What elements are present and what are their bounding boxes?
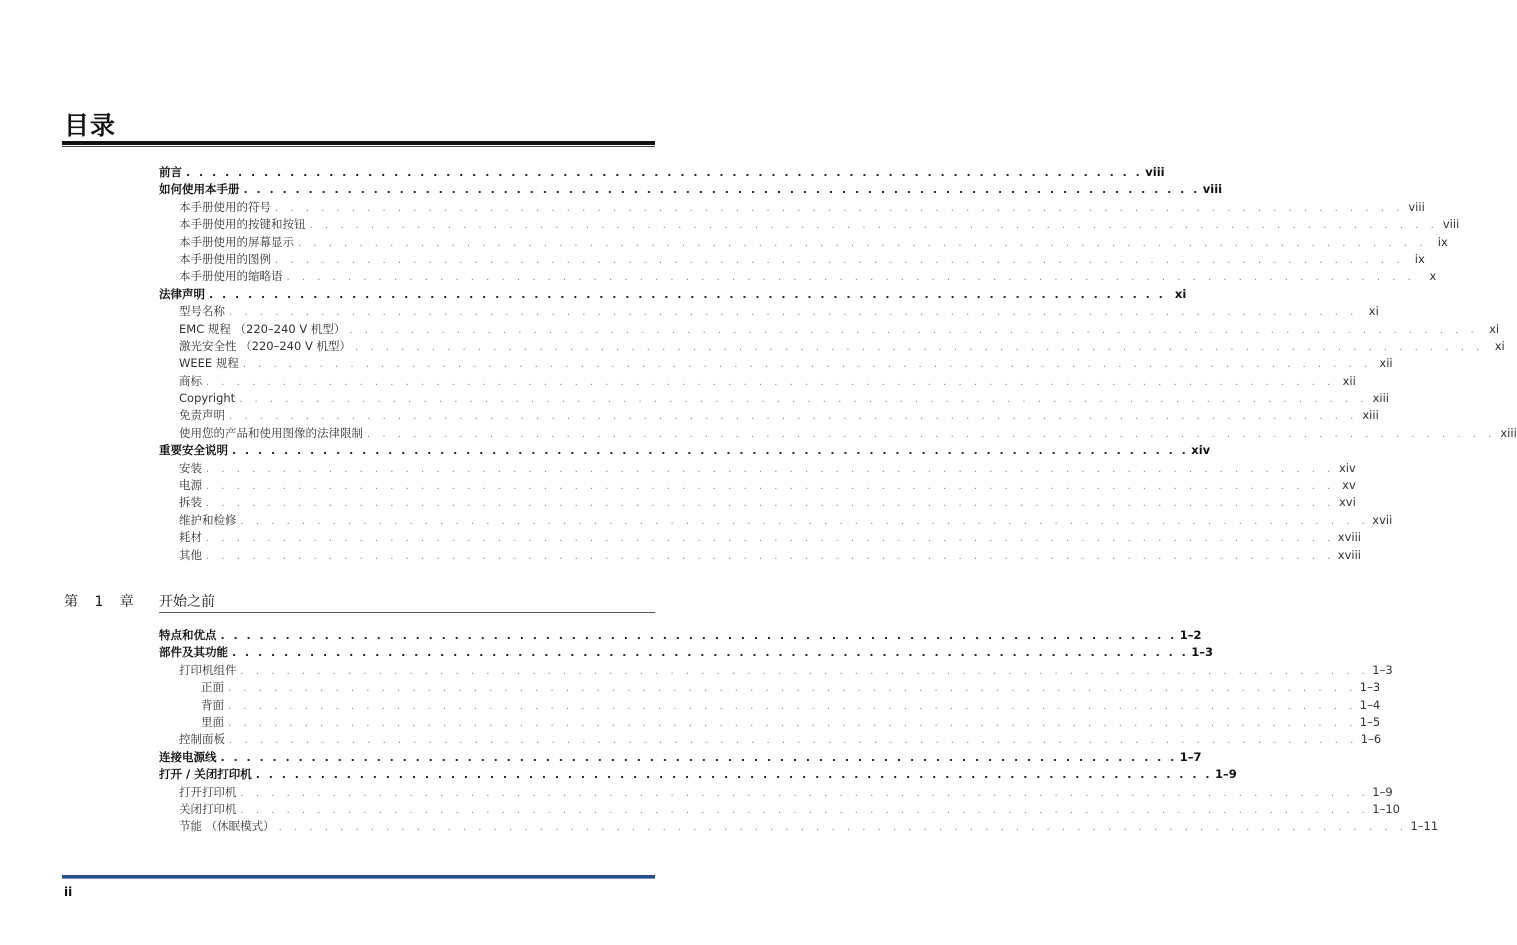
toc-entry-page: xvii [1372,512,1393,527]
toc-entry-label: 使用您的产品和使用图像的法律限制 [179,425,363,440]
toc-entry[interactable] [159,662,1393,679]
toc-entry-page: xiv [1191,443,1211,458]
toc-entry[interactable] [159,627,1202,644]
toc-entry-page: xiv [1338,460,1356,475]
dot-leader: . . . . . . . . . . . . . . . . . . . . . . . . . . . . . . . . . . . . . . . . . . . . . . . . . . . . . . . . . . . . . . . . . . . . . . . . . . [242,359,1372,371]
toc-entry-page: 1–4 [1359,697,1381,712]
toc-entry[interactable] [159,425,1517,442]
toc-entry[interactable] [159,731,1382,748]
toc-entry-label: 打开打印机 [179,784,237,799]
toc-entry-label: 其他 [179,547,202,562]
dot-leader: . . . . . . . . . . . . . . . . . . . . . . . . . . . . . . . . . . . . . . . . . . . . . . . . . . . . . . . . . . . . . . . . . . . . . . . . . . [367,428,1496,440]
dot-leader: . . . . . . . . . . . . . . . . . . . . . . . . . . . . . . . . . . . . . . . . . . . . . . . . . . . . . . . . . . . . . . . . . . . . . . . . . . [243,183,1200,197]
dot-leader: . . . . . . . . . . . . . . . . . . . . . . . . . . . . . . . . . . . . . . . . . . . . . . . . . . . . . . . . . . . . . . . . . . . . . . . . . . [186,166,1143,179]
toc-entry-label: 里面 [201,714,224,729]
dot-leader: . . . . . . . . . . . . . . . . . . . . . . . . . . . . . . . . . . . . . . . . . . . . . . . . . . . . . . . . . . . . . . . . . . . . . . . . . . [354,341,1484,353]
toc-entry-page: xv [1342,478,1356,493]
toc-entry-label: 打印机组件 [179,662,237,677]
toc-entry-label: WEEE 规程 [179,356,239,371]
dot-leader: . . . . . . . . . . . . . . . . . . . . . . . . . . . . . . . . . . . . . . . . . . . . . . . . . . . . . . . . . . . . . . . . . . . . . . . . . . [228,700,1357,712]
toc-entry-label: 拆装 [179,495,202,510]
toc-entry-label: 本手册使用的按键和按钮 [179,217,306,232]
toc-entry-label: 前言 [159,165,182,179]
dot-leader: . . . . . . . . . . . . . . . . . . . . . . . . . . . . . . . . . . . . . . . . . . . . . . . . . . . . . . . . . . . . . . . . . . . . . . . . . . [349,324,1479,336]
dot-leader: . . . . . . . . . . . . . . . . . . . . . . . . . . . . . . . . . . . . . . . . . . . . . . . . . . . . . . . . . . . . . . . . . . . . . . . . . . [229,735,1358,747]
toc-entry[interactable] [159,714,1381,731]
dot-leader: . . . . . . . . . . . . . . . . . . . . . . . . . . . . . . . . . . . . . . . . . . . . . . . . . . . . . . . . . . . . . . . . . . . . . . . . . . [255,768,1213,782]
dot-leader: . . . . . . . . . . . . . . . . . . . . . . . . . . . . . . . . . . . . . . . . . . . . . . . . . . . . . . . . . . . . . . . . . . . . . . . . . . [220,629,1177,642]
toc-entry-label: 法律声明 [159,286,205,301]
toc-entry-label: 节能 （休眠模式） [179,819,275,834]
toc-entry[interactable] [159,407,1379,424]
toc-entry-page: 1–3 [1372,662,1393,677]
toc-entry-label: 本手册使用的屏幕显示 [179,234,294,249]
toc-entry[interactable] [159,547,1361,564]
toc-entry[interactable] [159,181,1223,198]
dot-leader: . . . . . . . . . . . . . . . . . . . . . . . . . . . . . . . . . . . . . . . . . . . . . . . . . . . . . . . . . . . . . . . . . . . . . . . . . . [275,254,1404,266]
toc-entry-label: 如何使用本手册 [159,182,240,197]
dot-leader: . . . . . . . . . . . . . . . . . . . . . . . . . . . . . . . . . . . . . . . . . . . . . . . . . . . . . . . . . . . . . . . . . . . . . . . . . . [240,804,1370,816]
toc-entry-label: 背面 [201,697,224,712]
toc-entry-label: 本手册使用的缩略语 [179,269,283,284]
footer-rule-thin [62,878,655,879]
title-rule [62,141,655,145]
dot-leader: . . . . . . . . . . . . . . . . . . . . . . . . . . . . . . . . . . . . . . . . . . . . . . . . . . . . . . . . . . . . . . . . . . . . . . . . . . [209,287,1166,301]
toc-entry[interactable] [159,286,1187,303]
chapter-heading [64,591,655,613]
toc-entry[interactable] [159,303,1379,320]
dot-leader: . . . . . . . . . . . . . . . . . . . . . . . . . . . . . . . . . . . . . . . . . . . . . . . . . . . . . . . . . . . . . . . . . . . . . . . . . . [206,463,1335,475]
dot-leader: . . . . . . . . . . . . . . . . . . . . . . . . . . . . . . . . . . . . . . . . . . . . . . . . . . . . . . . . . . . . . . . . . . . . . . . . . . [239,394,1368,406]
toc-entry-label: Copyright [179,391,236,406]
chapter-number: 第 1 章 [64,594,140,610]
toc-entry-page: xviii [1337,530,1361,545]
toc-entry-page: viii [1442,217,1460,232]
toc-entry-page: xvi [1338,495,1356,510]
toc-chapter-1 [159,627,1439,836]
toc-entry-label: 商标 [179,373,202,388]
page-folio: ii [64,885,73,899]
dot-leader: . . . . . . . . . . . . . . . . . . . . . . . . . . . . . . . . . . . . . . . . . . . . . . . . . . . . . . . . . . . . . . . . . . . . . . . . . . [206,481,1335,493]
toc-entry[interactable] [159,818,1439,835]
dot-leader: . . . . . . . . . . . . . . . . . . . . . . . . . . . . . . . . . . . . . . . . . . . . . . . . . . . . . . . . . . . . . . . . . . . . . . . . . . [240,515,1370,527]
toc-entry-page: viii [1202,182,1223,197]
toc-entry[interactable] [159,251,1425,268]
toc-entry[interactable] [159,390,1389,407]
dot-leader: . . . . . . . . . . . . . . . . . . . . . . . . . . . . . . . . . . . . . . . . . . . . . . . . . . . . . . . . . . . . . . . . . . . . . . . . . . [206,376,1335,388]
dot-leader: . . . . . . . . . . . . . . . . . . . . . . . . . . . . . . . . . . . . . . . . . . . . . . . . . . . . . . . . . . . . . . . . . . . . . . . . . . [278,822,1408,834]
toc-entry-label: 连接电源线 [159,749,217,764]
toc-entry[interactable] [159,784,1393,801]
toc-entry-page: xviii [1337,547,1361,562]
toc-entry-label: 打开 / 关闭打印机 [159,767,252,782]
toc-entry-label: 重要安全说明 [159,443,228,458]
dot-leader: . . . . . . . . . . . . . . . . . . . . . . . . . . . . . . . . . . . . . . . . . . . . . . . . . . . . . . . . . . . . . . . . . . . . . . . . . . [228,683,1357,695]
toc-entry-page: ix [1437,234,1448,249]
toc-entry[interactable] [159,697,1381,714]
dot-leader: . . . . . . . . . . . . . . . . . . . . . . . . . . . . . . . . . . . . . . . . . . . . . . . . . . . . . . . . . . . . . . . . . . . . . . . . . . [286,272,1416,284]
toc-entry-page: 1–2 [1179,628,1202,642]
toc-entry-page: xi [1174,286,1187,301]
toc-entry-page: xii [1342,373,1356,388]
toc-entry[interactable] [159,766,1237,783]
toc-entry[interactable] [159,268,1437,285]
chapter-title: 开始之前 [159,594,215,610]
toc-entry[interactable] [159,338,1505,355]
toc-entry-label: 耗材 [179,530,202,545]
toc-entry-page: 1–5 [1359,714,1381,729]
dot-leader: . . . . . . . . . . . . . . . . . . . . . . . . . . . . . . . . . . . . . . . . . . . . . . . . . . . . . . . . . . . . . . . . . . . . . . . . . . [275,202,1404,214]
chapter-rule [159,612,655,613]
dot-leader: . . . . . . . . . . . . . . . . . . . . . . . . . . . . . . . . . . . . . . . . . . . . . . . . . . . . . . . . . . . . . . . . . . . . . . . . . . [309,220,1439,232]
title-rule-thin [62,146,655,147]
dot-leader: . . . . . . . . . . . . . . . . . . . . . . . . . . . . . . . . . . . . . . . . . . . . . . . . . . . . . . . . . . . . . . . . . . . . . . . . . . [229,411,1358,423]
dot-leader: . . . . . . . . . . . . . . . . . . . . . . . . . . . . . . . . . . . . . . . . . . . . . . . . . . . . . . . . . . . . . . . . . . . . . . . . . . [206,533,1335,545]
toc-entry-page: 1–9 [1372,784,1393,799]
dot-leader: . . . . . . . . . . . . . . . . . . . . . . . . . . . . . . . . . . . . . . . . . . . . . . . . . . . . . . . . . . . . . . . . . . . . . . . . . . [228,717,1357,729]
toc-entry-page: xi [1489,321,1500,336]
toc-entry[interactable] [159,477,1356,494]
toc-entry[interactable] [159,234,1448,251]
toc-entry[interactable] [159,749,1202,766]
toc-entry[interactable] [159,460,1356,477]
dot-leader: . . . . . . . . . . . . . . . . . . . . . . . . . . . . . . . . . . . . . . . . . . . . . . . . . . . . . . . . . . . . . . . . . . . . . . . . . . [298,237,1427,249]
toc-entry[interactable] [159,801,1400,818]
toc-entry-label: EMC 规程 （220–240 V 机型） [179,321,346,336]
toc-entry-label: 本手册使用的图例 [179,251,271,266]
toc-entry-page: 1–3 [1191,645,1214,660]
toc-entry[interactable] [159,355,1393,372]
toc-entry-page: xiii [1500,425,1517,440]
toc-entry-page: ix [1414,251,1425,266]
toc-entry-page: 1–10 [1372,801,1400,816]
toc-entry-page: viii [1408,199,1425,214]
toc-entry-page: xi [1368,304,1379,319]
toc-front-matter [159,164,1517,564]
toc-entry[interactable] [159,164,1165,181]
dot-leader: . . . . . . . . . . . . . . . . . . . . . . . . . . . . . . . . . . . . . . . . . . . . . . . . . . . . . . . . . . . . . . . . . . . . . . . . . . [206,550,1335,562]
toc-entry[interactable] [159,321,1500,338]
toc-entry[interactable] [159,216,1460,233]
toc-entry-page: xii [1379,356,1393,371]
dot-leader: . . . . . . . . . . . . . . . . . . . . . . . . . . . . . . . . . . . . . . . . . . . . . . . . . . . . . . . . . . . . . . . . . . . . . . . . . . [232,646,1189,660]
toc-entry-page: 1–11 [1410,819,1439,834]
page-title: 目录 [64,111,117,140]
toc-entry-page: 1–6 [1360,732,1382,747]
toc-entry-label: 关闭打印机 [179,801,237,816]
toc-entry-page: 1–3 [1359,680,1381,695]
toc-entry-label: 维护和检修 [179,512,237,527]
toc-entry[interactable] [159,494,1356,511]
toc-entry-label: 电源 [179,478,202,493]
toc-entry-page: viii [1145,165,1165,179]
toc-entry-page: xi [1494,338,1505,353]
dot-leader: . . . . . . . . . . . . . . . . . . . . . . . . . . . . . . . . . . . . . . . . . . . . . . . . . . . . . . . . . . . . . . . . . . . . . . . . . . [229,307,1358,319]
toc-entry-page: x [1429,269,1437,284]
toc-entry-label: 安装 [179,460,202,475]
dot-leader: . . . . . . . . . . . . . . . . . . . . . . . . . . . . . . . . . . . . . . . . . . . . . . . . . . . . . . . . . . . . . . . . . . . . . . . . . . [240,665,1370,677]
toc-entry-page: xiii [1372,391,1389,406]
toc-entry-page: 1–9 [1215,767,1237,782]
toc-entry[interactable] [159,644,1214,661]
dot-leader: . . . . . . . . . . . . . . . . . . . . . . . . . . . . . . . . . . . . . . . . . . . . . . . . . . . . . . . . . . . . . . . . . . . . . . . . . . [232,444,1189,458]
dot-leader: . . . . . . . . . . . . . . . . . . . . . . . . . . . . . . . . . . . . . . . . . . . . . . . . . . . . . . . . . . . . . . . . . . . . . . . . . . [206,498,1335,510]
toc-entry-page: xiii [1362,408,1379,423]
toc-entry[interactable] [159,512,1393,529]
dot-leader: . . . . . . . . . . . . . . . . . . . . . . . . . . . . . . . . . . . . . . . . . . . . . . . . . . . . . . . . . . . . . . . . . . . . . . . . . . [220,750,1177,764]
toc-entry-label: 型号名称 [179,304,225,319]
toc-entry[interactable] [159,529,1361,546]
toc-entry[interactable] [159,442,1211,459]
toc-entry-page: 1–7 [1179,749,1202,764]
toc-entry-label: 部件及其功能 [159,645,228,660]
toc-entry[interactable] [159,199,1425,216]
toc-entry-label: 本手册使用的符号 [179,199,271,214]
toc-entry-label: 特点和优点 [159,628,217,642]
dot-leader: . . . . . . . . . . . . . . . . . . . . . . . . . . . . . . . . . . . . . . . . . . . . . . . . . . . . . . . . . . . . . . . . . . . . . . . . . . [240,787,1370,799]
toc-entry[interactable] [159,679,1381,696]
toc-entry[interactable] [159,373,1356,390]
toc-entry-label: 正面 [201,680,224,695]
toc-entry-label: 激光安全性 （220–240 V 机型） [179,338,351,353]
toc-entry-label: 控制面板 [179,732,225,747]
toc-entry-label: 免责声明 [179,408,225,423]
